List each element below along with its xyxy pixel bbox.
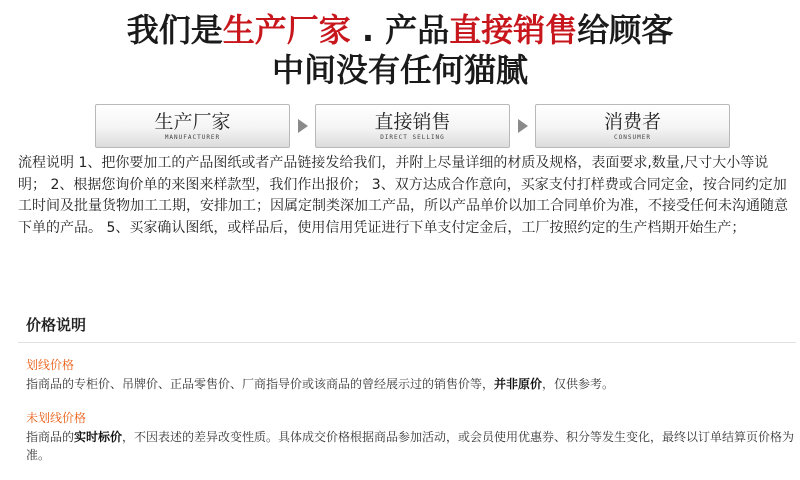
price-desc-crossed bbox=[26, 375, 796, 393]
section-divider bbox=[18, 342, 796, 343]
headline-line-2: 中间没有任何猫腻 bbox=[271, 51, 528, 89]
headline-line-1 bbox=[0, 10, 800, 50]
price-term-crossed: 划线价格 bbox=[26, 358, 75, 372]
arrow-right-icon bbox=[518, 119, 528, 133]
flow-step-consumer bbox=[535, 104, 730, 148]
flow-step-manufacturer bbox=[95, 104, 290, 148]
headline-part-5: 给顾客 bbox=[577, 11, 674, 49]
flow-step-label: 直接销售 bbox=[374, 111, 451, 133]
flow-step-label: 生产厂家 bbox=[154, 111, 231, 133]
price-desc-text: ，不因表述的差异改变性质。具体成交价格根据商品参加活动，或会员使用优惠券、积分等发生变化，最终以订单结算页价格为准。 bbox=[26, 430, 795, 462]
flow-step-direct-selling bbox=[315, 104, 510, 148]
headline-manufacturer-highlight: 生产厂家 bbox=[222, 11, 351, 49]
process-description: 流程说明 1、把你要加工的产品图纸或者产品链接发给我们，并附上尽量详细的材质及规格，表面要求,数量,尺寸大小等说明； 2、根据您询价单的来图来样款型，我们作出报价； 3、双方达成合作意向，买家支付打样费或合同定金，按合同约定加工时间及批量货物加工工期，安排加工；因属定制类深加工产品，所以产品单价以加工合同单价为准，不接受任何未沟通随意下单的产品。 5、买家确认图纸，或样品后，使用信用凭证进行下单支付定金后，工厂按照约定的生产档期开始生产； bbox=[18, 155, 788, 236]
flow-step-sublabel: MANUFACTURER bbox=[164, 134, 221, 141]
price-desc-text: 指商品的专柜价、吊牌价、正品零售价、厂商指导价或该商品的曾经展示过的销售价等， bbox=[26, 377, 495, 391]
headline-part-1: 我们是 bbox=[126, 11, 223, 49]
price-desc-text: ，仅供参考。 bbox=[542, 377, 615, 391]
price-desc-emphasis: 实时标价 bbox=[74, 430, 123, 444]
headline-direct-sale-highlight: 直接销售 bbox=[449, 11, 578, 49]
price-desc-emphasis: 并非原价 bbox=[494, 377, 543, 391]
flow-step-sublabel: CONSUMER bbox=[614, 134, 651, 141]
price-desc-uncrossed bbox=[26, 428, 796, 464]
price-section-title: 价格说明 bbox=[26, 316, 87, 334]
price-term-uncrossed: 未划线价格 bbox=[26, 411, 87, 425]
headline-part-3: . 产品 bbox=[350, 11, 450, 49]
flow-step-sublabel: DIRECT SELLING bbox=[380, 134, 445, 141]
price-desc-text: 指商品的 bbox=[26, 430, 75, 444]
flow-step-label: 消费者 bbox=[603, 111, 661, 133]
arrow-right-icon bbox=[298, 119, 308, 133]
